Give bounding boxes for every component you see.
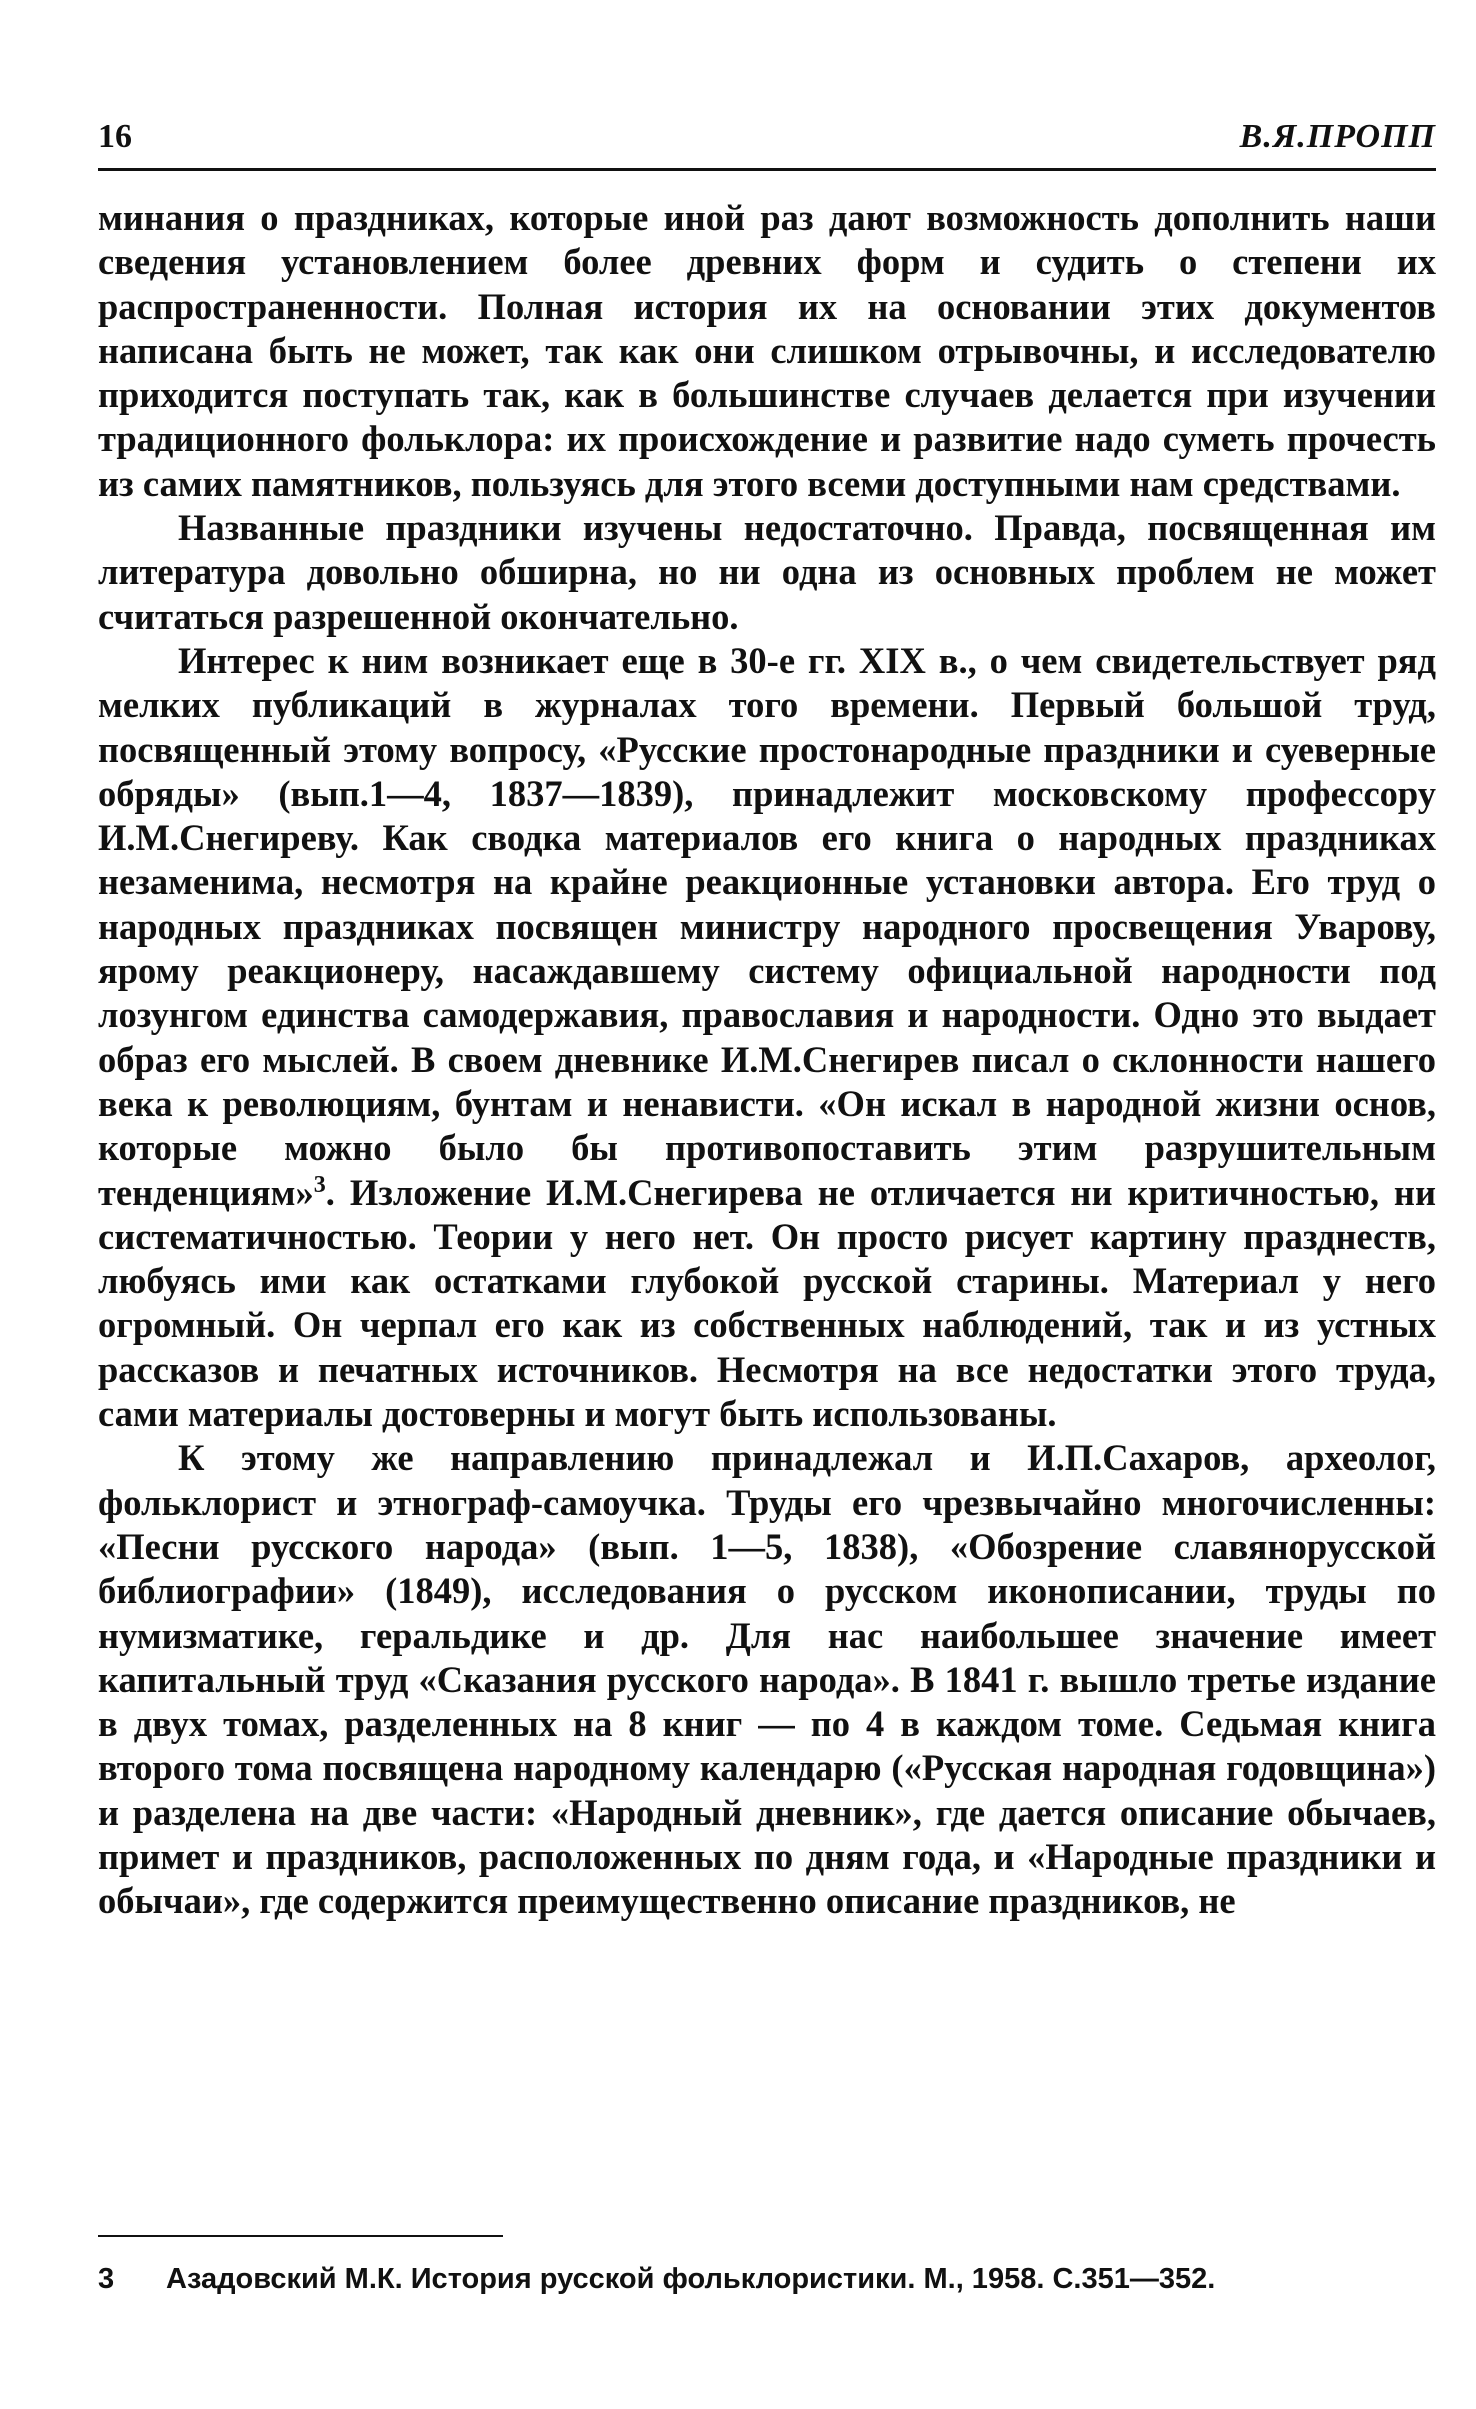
main-text	[98, 196, 1436, 1924]
footnote-reference: 3	[313, 1171, 326, 1198]
paragraph-3	[98, 639, 1436, 1436]
footnote	[98, 2263, 1436, 2296]
paragraph-3-text-a: Интерес к ним возникает еще в 30-е гг. XIX в., о чем свидетельствует ряд мелких публикаций в журналах того времени. Первый большой труд, посвященный этому вопросу, «Русские простонародные праздники и суеверные обряды» (вып.1—4, 1837—1839), принадлежит московскому профессору И.М.Снегиреву. Как сводка материалов его книга о народных праздниках незаменима, несмотря на крайне реакционные установки автора. Его труд о народных праздниках посвящен министру народного просвещения Уварову, ярому реакционеру, насаждавшему систему официальной народности под лозунгом единства самодержавия, православия и народности. Одно это выдает образ его мыслей. В своем дневнике И.М.Снегирев писал о склонности нашего века к революциям, бунтам и ненависти. «Он искал в народной жизни основ, которые можно было бы противопоставить этим разрушительным тенденциям»	[98, 639, 1436, 1213]
paragraph-2: Названные праздники изучены недостаточно. Правда, посвященная им литература довольно обширна, но ни одна из основных проблем не может считаться разрешенной окончательно.	[98, 507, 1436, 637]
page-header	[98, 118, 1436, 162]
paragraph-4: К этому же направлению принадлежал и И.П.Сахаров, археолог, фольклорист и этнограф-самоучка. Труды его чрезвычайно многочисленны: «Песни русского народа» (вып. 1—5, 1838), «Обозрение славянорусской библиографии» (1849), исследования о русском иконописании, труды по нумизматике, геральдике и др. Для нас наибольшее значение имеет капитальный труд «Сказания русского народа». В 1841 г. вышло третье издание в двух томах, разделенных на 8 книг — по 4 в каждом томе. Седьмая книга второго тома посвящена народному календарю («Русская народная годовщина») и разделена на две части: «Народный дневник», где дается описание обычаев, примет и праздников, расположенных по дням года, и «Народные праздники и обычаи», где содержится преимущественно описание праздников, не	[98, 1437, 1436, 1922]
page-number: 16	[98, 118, 132, 155]
footnote-divider	[98, 2235, 503, 2237]
header-divider	[98, 168, 1436, 171]
footnote-number: 3	[98, 2263, 115, 2295]
paragraph-3-text-b: . Изложение И.М.Снегирева не отличается ни критичностью, ни систематичностью. Теории у него нет. Он просто рисует картину празднеств, любуясь ими как остатками глубокой русской старины. Материал у него огромный. Он черпал его как из собственных наблюдений, так и из устных рассказов и печатных источников. Несмотря на все недостатки этого труда, сами материалы достоверны и могут быть использованы.	[98, 1171, 1436, 1435]
paragraph-1: минания о праздниках, которые иной раз дают возможность дополнить наши сведения установлением более древних форм и судить о степени их распространенности. Полная история их на основании этих документов написана быть не может, так как они слишком отрывочны, и исследователю приходится поступать так, как в большинстве случаев делается при изучении традиционного фольклора: их происхождение и развитие надо суметь прочесть из самих памятников, пользуясь для этого всеми доступными нам средствами.	[98, 197, 1436, 504]
running-head: В.Я.ПРОПП	[1239, 118, 1436, 155]
footnote-text: Азадовский М.К. История русской фольклористики. М., 1958. С.351—352.	[166, 2263, 1216, 2295]
